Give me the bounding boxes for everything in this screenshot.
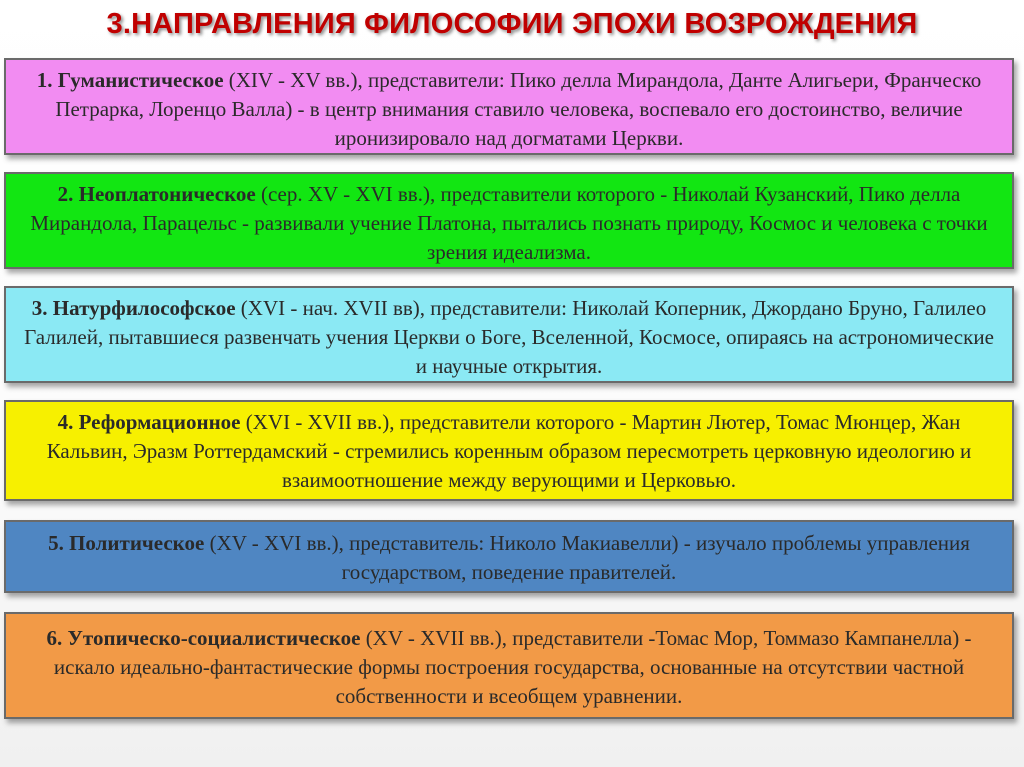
direction-description: (XV - XVII вв.), представители -Томас Мор, Томмазо Кампанелла) - искало идеально-фантастические формы построения государства, основанные на отсутствии частной собственности и всеобщем уравнении. [53, 626, 972, 708]
direction-name: 5. Политическое [48, 531, 205, 555]
slide-title: 3.НАПРАВЛЕНИЯ ФИЛОСОФИИ ЭПОХИ ВОЗРОЖДЕНИЯ [106, 8, 918, 40]
direction-name: 3. Натурфилософское [31, 296, 236, 320]
direction-name: 1. Гуманистическое [36, 68, 224, 92]
direction-box-humanist [4, 58, 1014, 155]
direction-description: (XVI - нач. XVII вв), представители: Николай Коперник, Джордано Бруно, Галилео Галилей, пытавшиеся развенчать учения Церкви о Боге, Вселенной, Космосе, опираясь на астрономические и научные открытия. [24, 296, 994, 378]
direction-name: 4. Реформационное [57, 410, 241, 434]
direction-box-utopian-socialist [4, 612, 1014, 719]
direction-description: (XV - XVI вв.), представитель: Николо Макиавелли) - изучало проблемы управления государством, поведение правителей. [204, 531, 970, 584]
direction-description: (XIV - XV вв.), представители: Пико делла Мирандола, Данте Алигьери, Франческо Петрарка, Лоренцо Валла) - в центр внимания ставило человека, воспевало его достоинство, величие иронизировало над догматами Церкви. [55, 68, 982, 150]
direction-description: (XVI - XVII вв.), представители которого - Мартин Лютер, Томас Мюнцер, Жан Кальвин, Эразм Роттердамский - стремились коренным образом пересмотреть церковную идеологию и взаимоотношение между верующими и Церковью. [46, 410, 972, 492]
direction-box-natural-philosophy [4, 286, 1014, 383]
direction-box-reformation [4, 400, 1014, 501]
direction-box-political [4, 520, 1014, 593]
direction-box-neoplatonic [4, 172, 1014, 269]
direction-name: 2. Неоплатоническое [57, 182, 256, 206]
direction-description: (сер. XV - XVI вв.), представители которого - Николай Кузанский, Пико делла Мирандола, Парацельс - развивали учение Платона, пытались познать природу, Космос и человека с точки зрения идеализма. [30, 182, 988, 264]
direction-name: 6. Утопическо-социалистическое [46, 626, 361, 650]
